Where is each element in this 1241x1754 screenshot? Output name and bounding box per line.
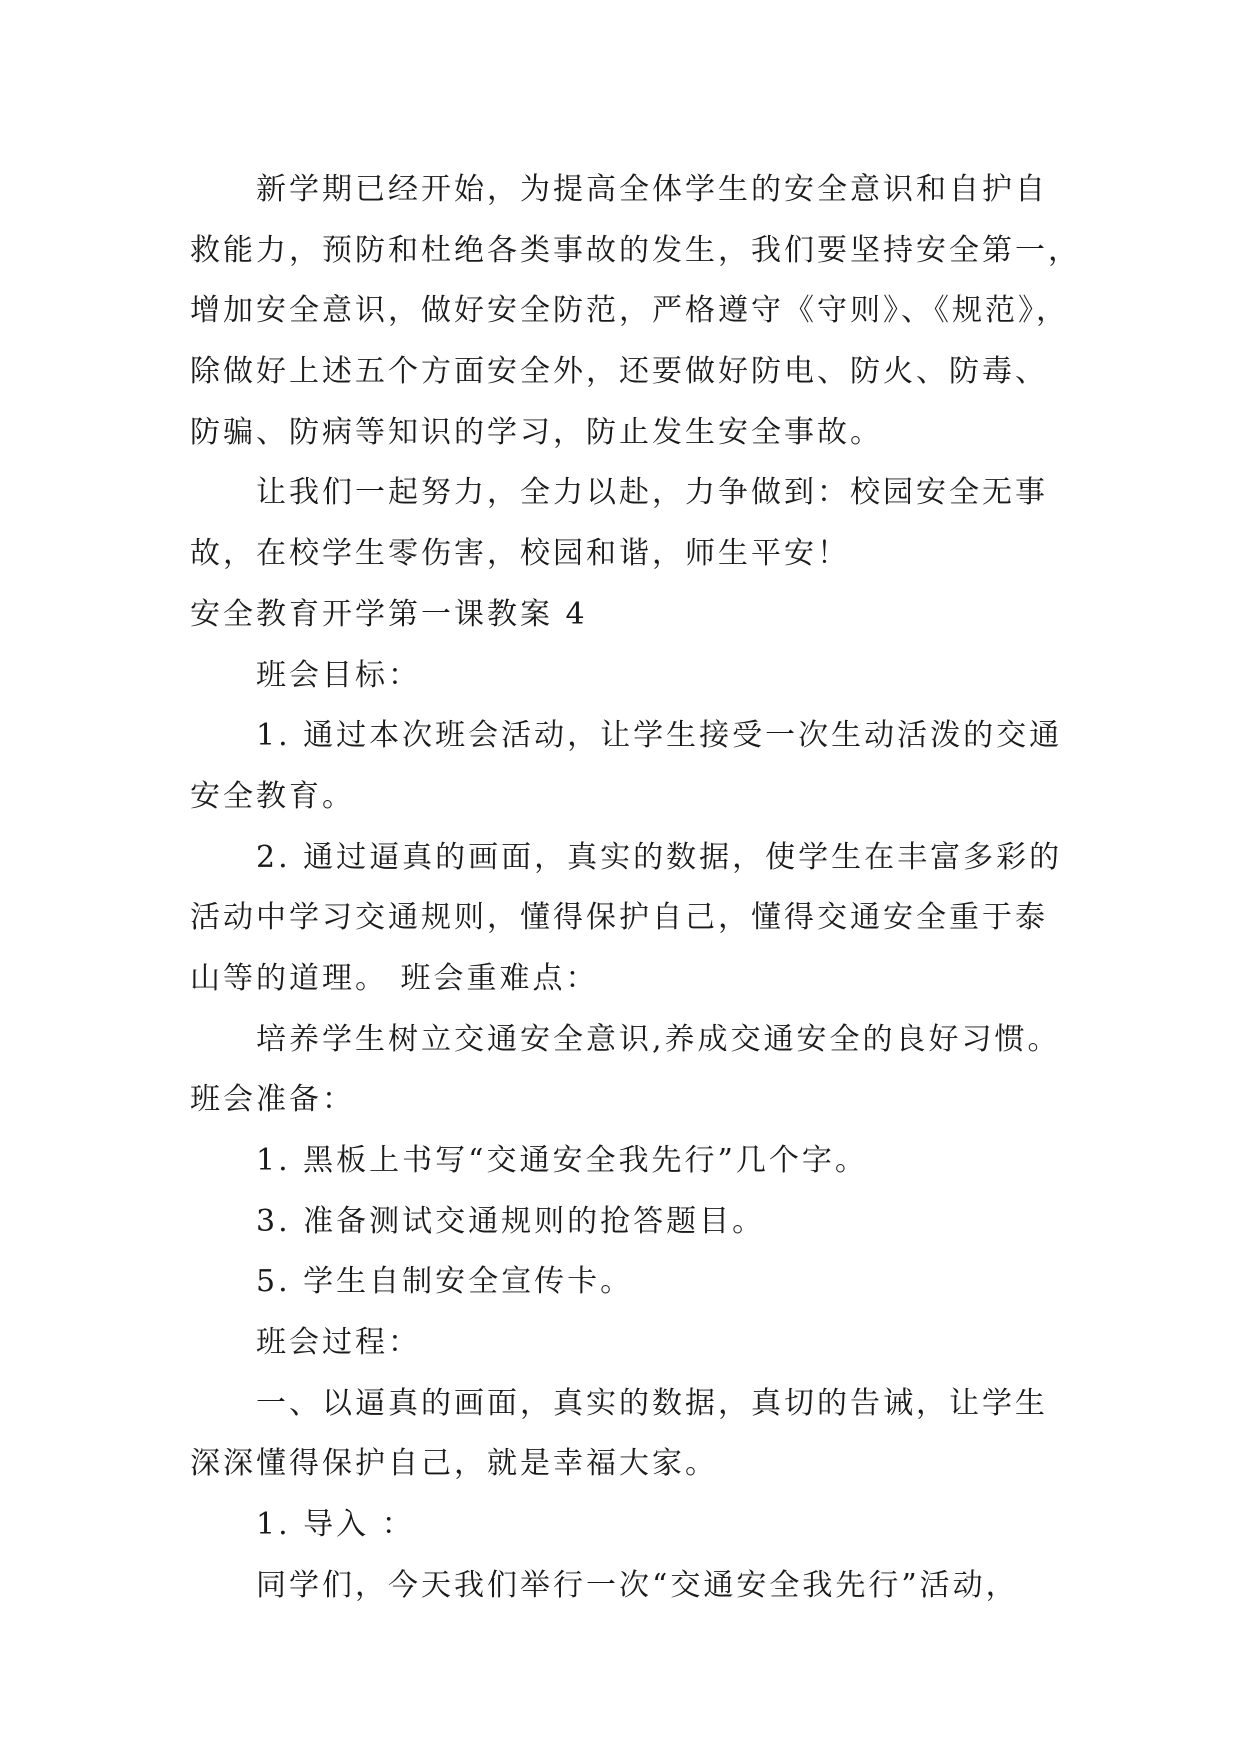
- list-item: 5. 学生自制安全宣传卡。: [256, 1264, 634, 1300]
- paragraph-line: 山等的道理。 班会重难点：: [190, 960, 599, 996]
- paragraph-line: 救能力，预防和杜绝各类事故的发生，我们要坚持安全第一，: [190, 232, 1081, 268]
- list-item: 2. 通过逼真的画面，真实的数据，使学生在丰富多彩的: [256, 839, 1063, 875]
- paragraph-line: 班会准备：: [190, 1082, 355, 1118]
- paragraph-line: 增加安全意识，做好安全防范，严格遵守《守则》、《规范》，: [190, 293, 1069, 329]
- paragraph-line: 安全教育。: [190, 778, 355, 814]
- paragraph-line: 深深懂得保护自己，就是幸福大家。: [190, 1446, 718, 1482]
- paragraph-line: 防骗、防病等知识的学习，防止发生安全事故。: [190, 414, 883, 450]
- list-item: 1. 黑板上书写“交通安全我先行”几个字。: [256, 1143, 868, 1178]
- list-item: 1. 通过本次班会活动，让学生接受一次生动活泼的交通: [256, 718, 1063, 754]
- paragraph-line: 故，在校学生零伤害，校园和谐，师生平安！: [190, 536, 850, 572]
- document-body: [190, 160, 1081, 1617]
- paragraph-line: 一、以逼真的画面，真实的数据，真切的告诫，让学生: [256, 1385, 1048, 1421]
- paragraph-line: 让我们一起努力，全力以赴，力争做到：校园安全无事: [256, 475, 1048, 511]
- paragraph-line: 班会过程：: [256, 1325, 421, 1361]
- paragraph-line: 班会目标：: [256, 657, 421, 693]
- paragraph-line: 培养学生树立交通安全意识,养成交通安全的良好习惯。: [256, 1021, 1061, 1057]
- paragraph-line: 新学期已经开始，为提高全体学生的安全意识和自护自: [256, 172, 1048, 207]
- paragraph-line: 除做好上述五个方面安全外，还要做好防电、防火、防毒、: [190, 354, 1048, 390]
- paragraph-line: 活动中学习交通规则，懂得保护自己，懂得交通安全重于泰: [190, 900, 1048, 936]
- list-item: 3. 准备测试交通规则的抢答题目。: [256, 1203, 766, 1239]
- section-heading: 安全教育开学第一课教案 4: [190, 596, 588, 632]
- paragraph-line: 同学们，今天我们举行一次“交通安全我先行”活动，: [256, 1567, 1019, 1603]
- list-item: 1. 导入 ：: [256, 1507, 415, 1543]
